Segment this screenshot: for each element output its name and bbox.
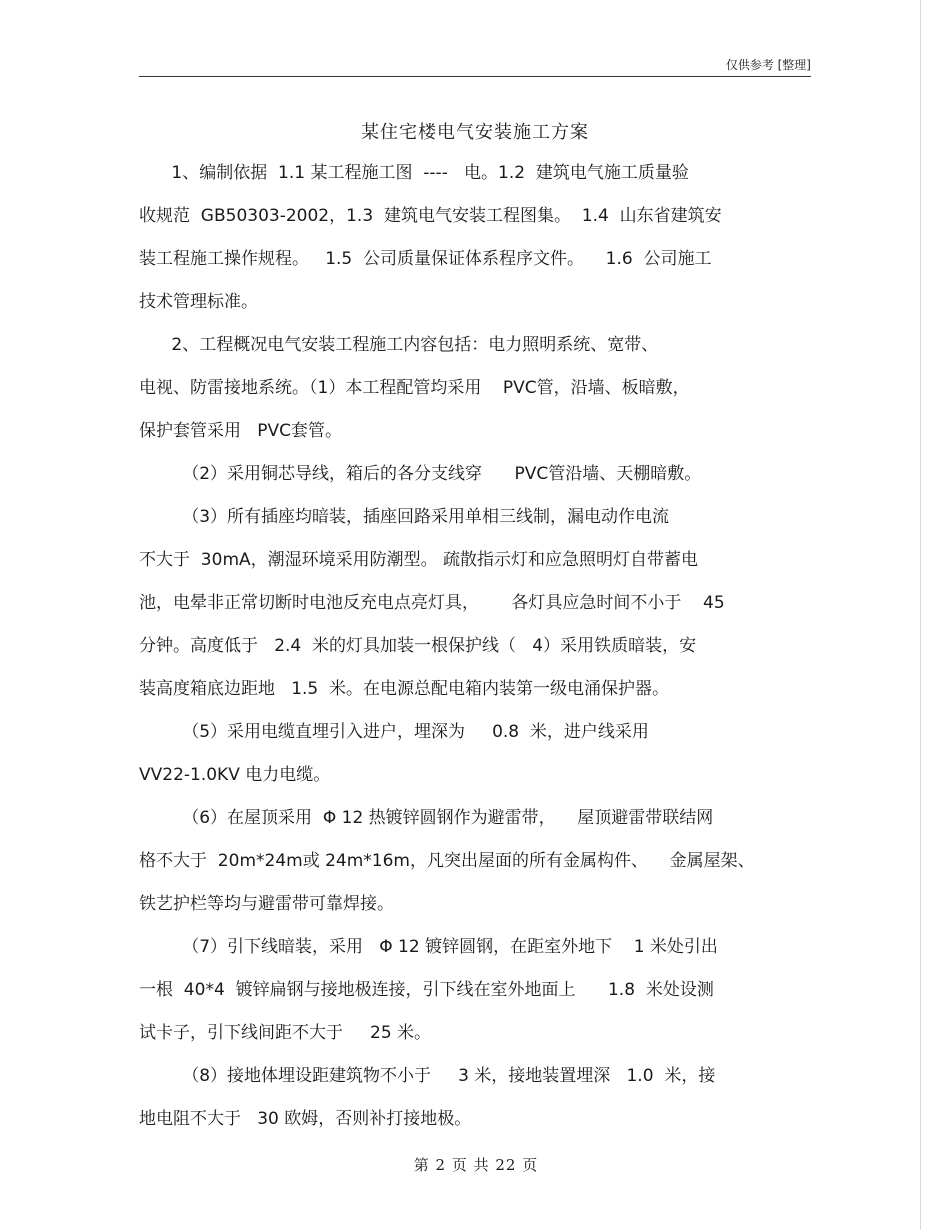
page-footer: 第 2 页 共 22 页 (413, 1156, 539, 1174)
body-line: （2）采用铜芯导线，箱后的各分支线穿 PVC管沿墙、天棚暗敷。 (139, 464, 702, 484)
page-header: 仅供参考 [整理] (725, 58, 811, 72)
body-line: （6）在屋顶采用 Φ 12 热镀锌圆钢作为避雷带， 屋顶避雷带联结网 (139, 808, 714, 828)
body-line: （5）采用电缆直埋引入进户，埋深为 0.8 米，进户线采用 (139, 722, 649, 742)
body-line: 技术管理标准。 (139, 292, 258, 312)
body-line: 分钟。高度低于 2.4 米的灯具加装一根保护线（ 4）采用铁质暗装，安 (139, 636, 697, 656)
body-line: 装工程施工操作规程。 1.5 公司质量保证体系程序文件。 1.6 公司施工 (139, 249, 712, 269)
body-line: 地电阻不大于 30 欧姆，否则补打接地极。 (139, 1109, 472, 1129)
body-line: 格不大于 20m*24m或 24m*16m，凡突出屋面的所有金属构件、 金属屋架、 (139, 851, 755, 871)
body-line: 试卡子，引下线间距不大于 25 米。 (139, 1023, 432, 1043)
body-line: （3）所有插座均暗装，插座回路采用单相三线制，漏电动作电流 (139, 507, 670, 527)
body-line: 一根 40*4 镀锌扁钢与接地极连接，引下线在室外地面上 1.8 米处设测 (139, 980, 714, 1000)
header-rule (139, 76, 811, 77)
body-line: 收规范 GB50303-2002，1.3 建筑电气安装工程图集。 1.4 山东省建筑安 (139, 206, 722, 226)
body-line: （8）接地体埋设距建筑物不小于 3 米，接地装置埋深 1.0 米，接 (139, 1066, 716, 1086)
document-body (139, 156, 819, 1145)
body-line: 铁艺护栏等均与避雷带可靠焊接。 (139, 894, 394, 914)
body-line: （7）引下线暗装，采用 Φ 12 镀锌圆钢，在距室外地下 1 米处引出 (139, 937, 718, 957)
body-line: 装高度箱底边距地 1.5 米。在电源总配电箱内装第一级电涌保护器。 (139, 679, 670, 699)
document-title: 某住宅楼电气安装施工方案 (361, 122, 589, 143)
body-line: 2、工程概况电气安装工程施工内容包括：电力照明系统、宽带、 (139, 335, 659, 355)
body-line: 不大于 30mA，潮湿环境采用防潮型。 疏散指示灯和应急照明灯自带蓄电 (139, 550, 699, 570)
body-line: 电视、防雷接地系统。（1）本工程配管均采用 PVC管，沿墙、板暗敷， (139, 378, 690, 398)
body-line: 保护套管采用 PVC套管。 (139, 421, 342, 441)
body-line: 池，电晕非正常切断时电池反充电点亮灯具， 各灯具应急时间不小于 45 (139, 593, 725, 613)
body-line: VV22-1.0KV 电力电缆。 (139, 765, 331, 785)
body-line: 1、编制依据 1.1 某工程施工图 ---- 电。1.2 建筑电气施工质量验 (139, 163, 689, 183)
document-page (1, 0, 921, 1230)
